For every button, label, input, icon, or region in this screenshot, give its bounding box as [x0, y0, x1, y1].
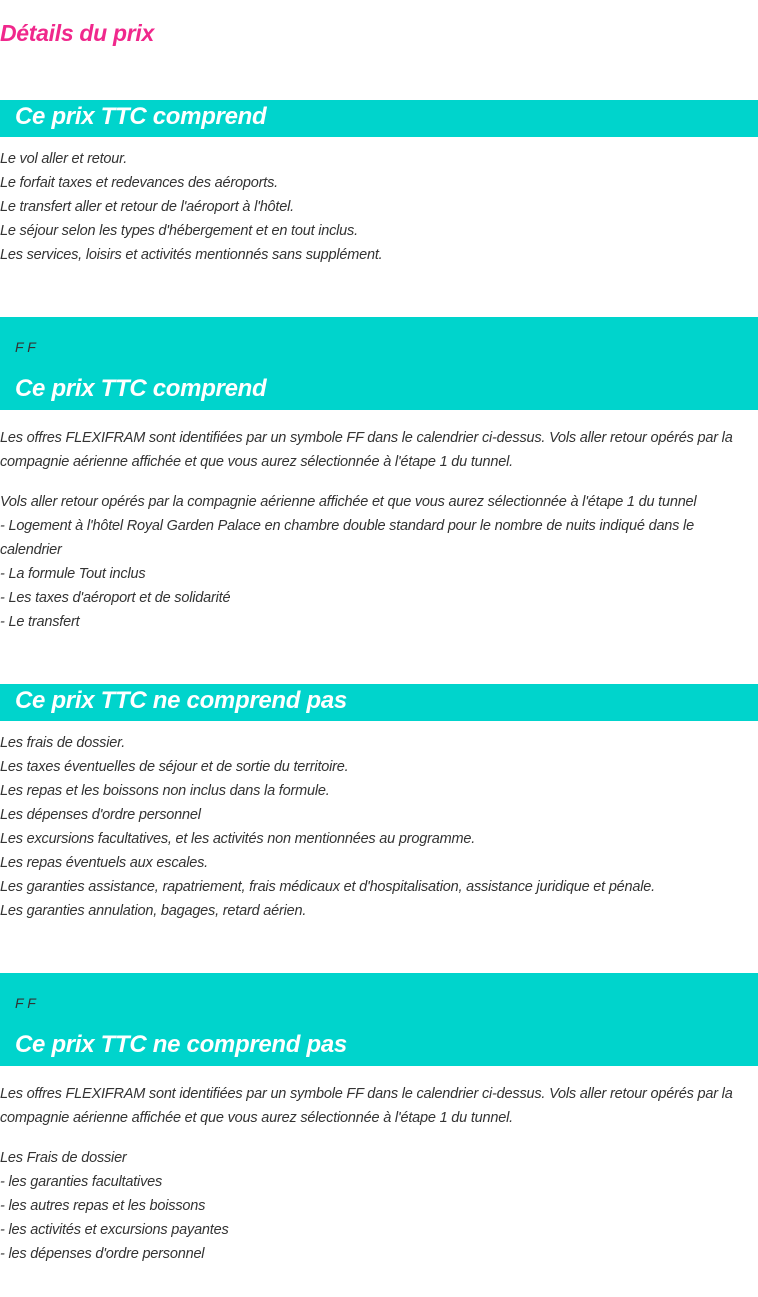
list-item: - les dépenses d'ordre personnel [0, 1246, 205, 1262]
list-item: Le vol aller et retour. [0, 151, 128, 167]
flexifram-tag: F F [15, 995, 36, 1011]
flexifram-tag: F F [15, 339, 36, 355]
list-item: Les excursions facultatives, et les activités non mentionnées au programme. [0, 831, 476, 847]
list-item: Les repas éventuels aux escales. [0, 855, 209, 871]
flexifram-intro: Les offres FLEXIFRAM sont identifiées par un symbole FF dans le calendrier ci-dessus. Vols aller retour opérés par la compagnie aérienne affichée et que vous aurez sélectionnée à l'étape 1 du tunnel. [0, 430, 733, 470]
section-title: Ce prix TTC comprend [15, 103, 267, 130]
section-title: Ce prix TTC ne comprend pas [15, 687, 347, 714]
page-title: Détails du prix [0, 20, 154, 46]
list-item: Les dépenses d'ordre personnel [0, 807, 201, 823]
list-item: - les autres repas et les boissons [0, 1198, 206, 1214]
list-item: - Le transfert [0, 614, 80, 630]
list-item: Vols aller retour opérés par la compagnie aérienne affichée et que vous aurez sélectionnée à l'étape 1 du tunnel [0, 494, 697, 510]
list-item: - Logement à l'hôtel Royal Garden Palace en chambre double standard pour le nombre de nuits indiqué dans le [0, 518, 694, 534]
section-header-not-included [0, 684, 758, 721]
list-item: Le séjour selon les types d'hébergement et en tout inclus. [0, 223, 358, 239]
flexifram-not-included-list [0, 1146, 758, 1266]
section-header-flexifram-not-included [0, 973, 758, 1066]
list-item: Les garanties assistance, rapatriement, frais médicaux et d'hospitalisation, assistance juridique et pénale. [0, 879, 655, 895]
section-title: Ce prix TTC comprend [15, 375, 267, 402]
list-item: Le forfait taxes et redevances des aéroports. [0, 175, 278, 191]
section-header-included [0, 100, 758, 137]
not-included-list [0, 731, 758, 923]
section-title: Ce prix TTC ne comprend pas [15, 1031, 347, 1058]
flexifram-included-list [0, 490, 758, 634]
list-item: - les garanties facultatives [0, 1174, 163, 1190]
list-item: Les garanties annulation, bagages, retard aérien. [0, 903, 307, 919]
list-item: - les activités et excursions payantes [0, 1222, 229, 1238]
list-item: - Les taxes d'aéroport et de solidarité [0, 590, 231, 606]
list-item: Les services, loisirs et activités mentionnés sans supplément. [0, 247, 383, 263]
list-item: Les taxes éventuelles de séjour et de sortie du territoire. [0, 759, 349, 775]
list-item: Les repas et les boissons non inclus dans la formule. [0, 783, 330, 799]
included-list [0, 147, 758, 267]
list-item: Le transfert aller et retour de l'aéroport à l'hôtel. [0, 199, 294, 215]
list-item: Les frais de dossier. [0, 735, 126, 751]
list-item: - La formule Tout inclus [0, 566, 146, 582]
list-item: Les Frais de dossier [0, 1150, 127, 1166]
section-header-flexifram-included [0, 317, 758, 410]
list-item: calendrier [0, 542, 62, 558]
flexifram-intro: Les offres FLEXIFRAM sont identifiées par un symbole FF dans le calendrier ci-dessus. Vols aller retour opérés par la compagnie aérienne affichée et que vous aurez sélectionnée à l'étape 1 du tunnel. [0, 1086, 733, 1126]
